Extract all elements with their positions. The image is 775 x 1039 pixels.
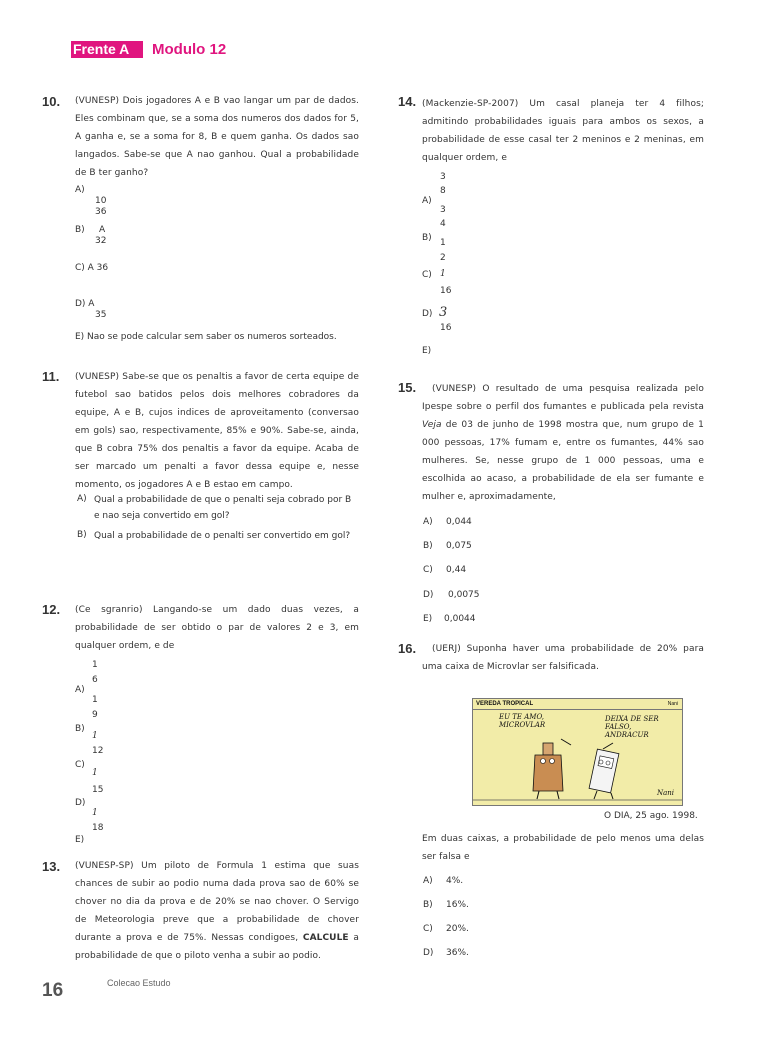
q11-a-text: Qual a probabilidade de que o penalti seja cobrado por B e nao seja convertido em gol? — [94, 495, 352, 521]
q12-c-numerator: 1 — [92, 731, 98, 741]
q10-text: (VUNESP) Dois jogadores A e B vao langar um par de dados. Eles combinam que, se a soma dos numeros dos dados for 5, A ganha e, se a soma for 8, B e quem ganha. Os dados sao langados. Sabe-se que A nao ganhou. Qual a probabilidade de B ter ganho? — [75, 96, 359, 178]
q14-option-b: B) — [422, 233, 432, 243]
q14-b-denominator: 4 — [440, 219, 446, 229]
q12-number: 12. — [42, 602, 61, 617]
q15-option-d-label: D) — [423, 590, 434, 600]
q15-text-part2: de 03 de junho de 1998 mostra que, num grupo de 1 000 pessoas, 17% fumam e, entre os fumantes, 44% sao mulheres. Se, nesse grupo de 1 000 pessoas, uma e escolhida ao acaso, a probabilidade de ela ser fumante e mulher e, aproximadamente, — [422, 420, 704, 502]
q12-option-b: B) — [75, 724, 85, 734]
q14-option-d: D) — [422, 309, 433, 319]
q11-a-label: A) — [77, 494, 87, 504]
speech-tail-right — [603, 743, 613, 749]
q14-option-a: A) — [422, 196, 432, 206]
q11-number: 11. — [42, 369, 60, 384]
q10-d-denominator: 35 — [95, 310, 107, 320]
q10-option-a: A) — [75, 185, 85, 195]
q10-option-d: D) A — [75, 299, 95, 309]
q12-d-numerator: 1 — [92, 768, 98, 778]
q10-a-denominator: 36 — [95, 207, 107, 217]
q14-d-numerator: 1 — [440, 269, 446, 279]
q14-a-numerator: 3 — [440, 172, 446, 182]
q14-option-e: E) — [422, 346, 432, 356]
frente-label: Frente A — [71, 41, 143, 58]
q16-option-a-value: 4%. — [446, 876, 464, 886]
q14-c-numerator: 1 — [440, 238, 446, 248]
q16-text: (UERJ) Suponha haver uma probabilidade de 20% para uma caixa de Microvlar ser falsificada. — [422, 644, 704, 672]
q15-option-a-value: 0,044 — [446, 517, 472, 527]
q15-text — [422, 380, 704, 506]
q10-b-denominator: 32 — [95, 236, 107, 246]
q14-option-c: C) — [422, 270, 432, 280]
q14-a-denominator: 8 — [440, 186, 446, 196]
q10-a-numerator: 10 — [95, 196, 107, 206]
q14-d-denominator: 16 — [440, 286, 452, 296]
q16-option-d-label: D) — [423, 948, 434, 958]
q12-d-denominator: 15 — [92, 785, 104, 795]
comic-strip — [472, 698, 683, 806]
comic-title: VEREDA TROPICAL — [476, 701, 534, 707]
pill-box-character-icon — [589, 749, 619, 799]
q15-option-e-label: E) — [423, 614, 433, 624]
q12-e-numerator: 1 — [92, 808, 98, 818]
comic-signature: Nani — [656, 789, 674, 797]
comic-source: O DIA, 25 ago. 1998. — [604, 811, 698, 821]
q16-option-c-label: C) — [423, 924, 433, 934]
q10-b-numerator: A — [99, 225, 106, 235]
q12-c-denominator: 12 — [92, 746, 104, 756]
q12-option-c: C) — [75, 760, 85, 770]
q15-text-part1: (VUNESP) O resultado de uma pesquisa realizada pelo Ipespe sobre o perfil dos fumantes e publicada pela revista — [422, 384, 704, 412]
q15-option-e-value: 0,0044 — [444, 614, 476, 624]
q14-c-denominator: 2 — [440, 253, 446, 263]
q14-e-denominator: 16 — [440, 323, 452, 333]
q14-b-numerator: 3 — [440, 205, 446, 215]
comic-bubble-left: EU TE AMO, MICROVLAR — [499, 713, 546, 729]
q10-option-b: B) — [75, 225, 85, 235]
q16-number: 16. — [398, 641, 417, 656]
q13-text-part1: (VUNESP-SP) Um piloto de Formula 1 estima que suas chances de subir ao podio numa dada prova sao de 60% se chover no dia da prova e de 20% se nao chover. O Servigo de Meteorologia preve que a probabilidade de chover durante a prova e de 75%. Nessas condigoes, — [75, 861, 359, 943]
q13-calcule: CALCULE — [302, 933, 349, 943]
q11-b-text: Qual a probabilidade de o penalti ser convertido em gol? — [94, 531, 351, 541]
q15-number: 15. — [398, 380, 417, 395]
q12-option-d: D) — [75, 798, 86, 808]
q10-option-e: E) Nao se pode calcular sem saber os numeros sorteados. — [75, 332, 337, 342]
q12-b-denominator: 9 — [92, 710, 98, 720]
modulo-label: Modulo 12 — [152, 41, 227, 58]
comic-tag: Nani — [667, 701, 678, 707]
q14-text: (Mackenzie-SP-2007) Um casal planeja ter 4 filhos; admitindo probabilidades iguais para ambos os sexos, a probabilidade de esse casal ter 2 meninos e 2 meninas, em qualquer ordem, e — [422, 99, 704, 163]
comic-drawing — [473, 699, 682, 805]
q15-option-b-value: 0,075 — [446, 541, 472, 551]
q12-a-numerator: 1 — [92, 660, 98, 670]
q12-e-denominator: 18 — [92, 823, 104, 833]
q13-text-part2: a probabilidade de que o piloto venha a subir ao podio. — [75, 933, 360, 961]
q15-option-d-value: 0,0075 — [448, 590, 480, 600]
q16-option-a-label: A) — [423, 876, 433, 886]
q11-b-label: B) — [77, 530, 87, 540]
q16-option-c-value: 20%. — [446, 924, 469, 934]
page-number: 16 — [42, 980, 64, 1001]
comic-bubble-right: DEIXA DE SER FALSO, ANDRACUR — [605, 715, 659, 739]
q15-option-b-label: B) — [423, 541, 433, 551]
q15-option-a-label: A) — [423, 517, 433, 527]
collection-name: Colecao Estudo — [107, 978, 171, 988]
q12-option-e: E) — [75, 835, 85, 845]
q16-option-b-label: B) — [423, 900, 433, 910]
q16-option-b-value: 16%. — [446, 900, 469, 910]
q13-text — [75, 857, 359, 965]
q10-number: 10. — [42, 94, 61, 109]
q14-e-numerator: 3 — [439, 305, 448, 320]
q13-number: 13. — [42, 859, 61, 874]
q16-question: Em duas caixas, a probabilidade de pelo menos uma delas ser falsa e — [422, 834, 704, 862]
q12-b-numerator: 1 — [92, 695, 98, 705]
q15-option-c-value: 0,44 — [446, 565, 467, 575]
q16-option-d-value: 36%. — [446, 948, 469, 958]
q14-number: 14. — [398, 94, 417, 109]
speech-tail-left — [561, 739, 571, 745]
q12-option-a: A) — [75, 685, 85, 695]
q11-text: (VUNESP) Sabe-se que os penaltis a favor de certa equipe de futebol sao batidos pelos dois melhores cobradores da equipe, A e B, cujos indices de aproveitamento (conversao em gols) sao, respectivamente, 85% e 90%. Sabe-se, ainda, que B cobra 75% dos penaltis a favor da equipe. Acaba de ser marcado um penalti a favor dessa equipe e, nesse momento, os jogadores A e B estao em campo. — [75, 372, 359, 490]
q12-text: (Ce sgranrio) Langando-se um dado duas vezes, a probabilidade de ser obtido o par de valores 2 e 3, em qualquer ordem, e de — [75, 605, 359, 651]
q12-a-denominator: 6 — [92, 675, 98, 685]
q15-option-c-label: C) — [423, 565, 433, 575]
q10-option-c: C) A 36 — [75, 263, 109, 273]
q15-veja: Veja — [422, 420, 442, 430]
bottle-character-icon — [533, 743, 563, 799]
